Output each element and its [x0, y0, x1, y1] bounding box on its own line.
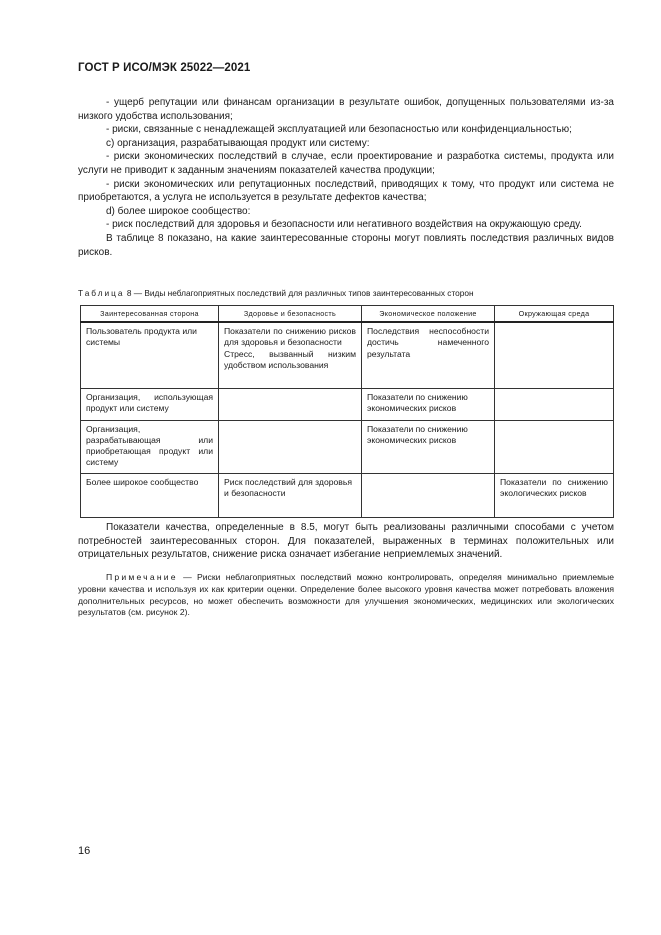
paragraph: - ущерб репутации или финансам организации в результате ошибок, допущенных пользователями из-за низкого удобства использования; [78, 97, 614, 122]
table-row [81, 388, 614, 420]
cell-health [219, 420, 362, 473]
cell-health [219, 388, 362, 420]
paragraph: - риск последствий для здоровья и безопасности или негативного воздействия на окружающую среду. [106, 219, 582, 231]
paragraph: - риски экономических последствий в случае, если проектирование и разработка системы, продукта или услуги не приводит к заданным значениям показателей качества продукции; [78, 151, 614, 176]
cell-environment [495, 388, 614, 420]
note-paragraph [78, 572, 614, 619]
paragraph: - риски, связанные с ненадлежащей эксплуатацией или безопасностью или конфиденциальностью; [106, 124, 572, 136]
page-number: 16 [78, 845, 91, 857]
cell-economic: Показатели по снижению экономических рисков [362, 420, 495, 473]
note-label: Примечание [106, 572, 178, 582]
cell-health-text: Показатели по снижению рисков для здоровья и безопасности [224, 326, 356, 348]
table-header-row [81, 306, 614, 323]
note-text: — Риски неблагоприятных последствий можно контролировать, определяя минимально приемлемые уровни качества и используя их как критерии оценки. Определение более высокого уровня качества может потребовать вложения дополнительных ресурсов, но может обеспечить возможности для улучшения экономических, медицинских или экологических результатов (см. рисунок 2). [78, 572, 614, 618]
column-header-environment: Окружающая среда [495, 306, 614, 323]
cell-economic: Последствия неспособности достичь намеченного результата [362, 322, 495, 388]
column-header-economic: Экономическое положение [362, 306, 495, 323]
paragraph: Показатели качества, определенные в 8.5, могут быть реализованы различными способами с учетом потребностей заинтересованных сторон. Для показателей, выраженных в терминах положительных или отрицательных результатов, снижение риска означает избегание неприемлемых значений. [78, 522, 614, 561]
cell-environment [495, 420, 614, 473]
paragraph: c) организация, разрабатывающая продукт или систему: [106, 137, 370, 149]
table-row [81, 420, 614, 473]
cell-environment: Показатели по снижению экологических рисков [495, 473, 614, 517]
column-header-stakeholder: Заинтересованная сторона [81, 306, 219, 323]
table-row [81, 322, 614, 388]
table-row [81, 473, 614, 517]
cell-economic: Показатели по снижению экономических рисков [362, 388, 495, 420]
cell-stakeholder: Организация, использующая продукт или систему [81, 388, 219, 420]
table-caption [78, 288, 618, 298]
note [78, 572, 614, 619]
table-caption-label: Таблица [78, 288, 125, 298]
after-table-text [78, 521, 614, 562]
cell-economic [362, 473, 495, 517]
document-header: ГОСТ Р ИСО/МЭК 25022—2021 [78, 62, 251, 74]
table-caption-text: 8 — Виды неблагоприятных последствий для различных типов заинтересованных сторон [126, 288, 474, 298]
column-header-health: Здоровье и безопасность [219, 306, 362, 323]
cell-health [219, 322, 362, 388]
cell-environment [495, 322, 614, 388]
paragraph: - риски экономических или репутационных последствий, приводящих к тому, что продукт или система не приобретаются, а услуга не используется в результате дефектов качества; [78, 178, 614, 204]
cell-health: Риск последствий для здоровья и безопасности [219, 473, 362, 517]
cell-stakeholder: Организация, разрабатывающая или приобретающая продукт или систему [81, 420, 219, 473]
intro-text [78, 96, 614, 259]
paragraph: В таблице 8 показано, на какие заинтересованные стороны могут повлиять последствия различных видов рисков. [78, 232, 614, 258]
cell-stakeholder: Более широкое сообщество [81, 473, 219, 517]
cell-health-extra: Стресс, вызванный низким удобством использования [224, 348, 356, 370]
paragraph: d) более широкое сообщество: [106, 205, 251, 217]
cell-stakeholder: Пользователь продукта или системы [81, 322, 219, 388]
consequences-table [80, 305, 614, 518]
